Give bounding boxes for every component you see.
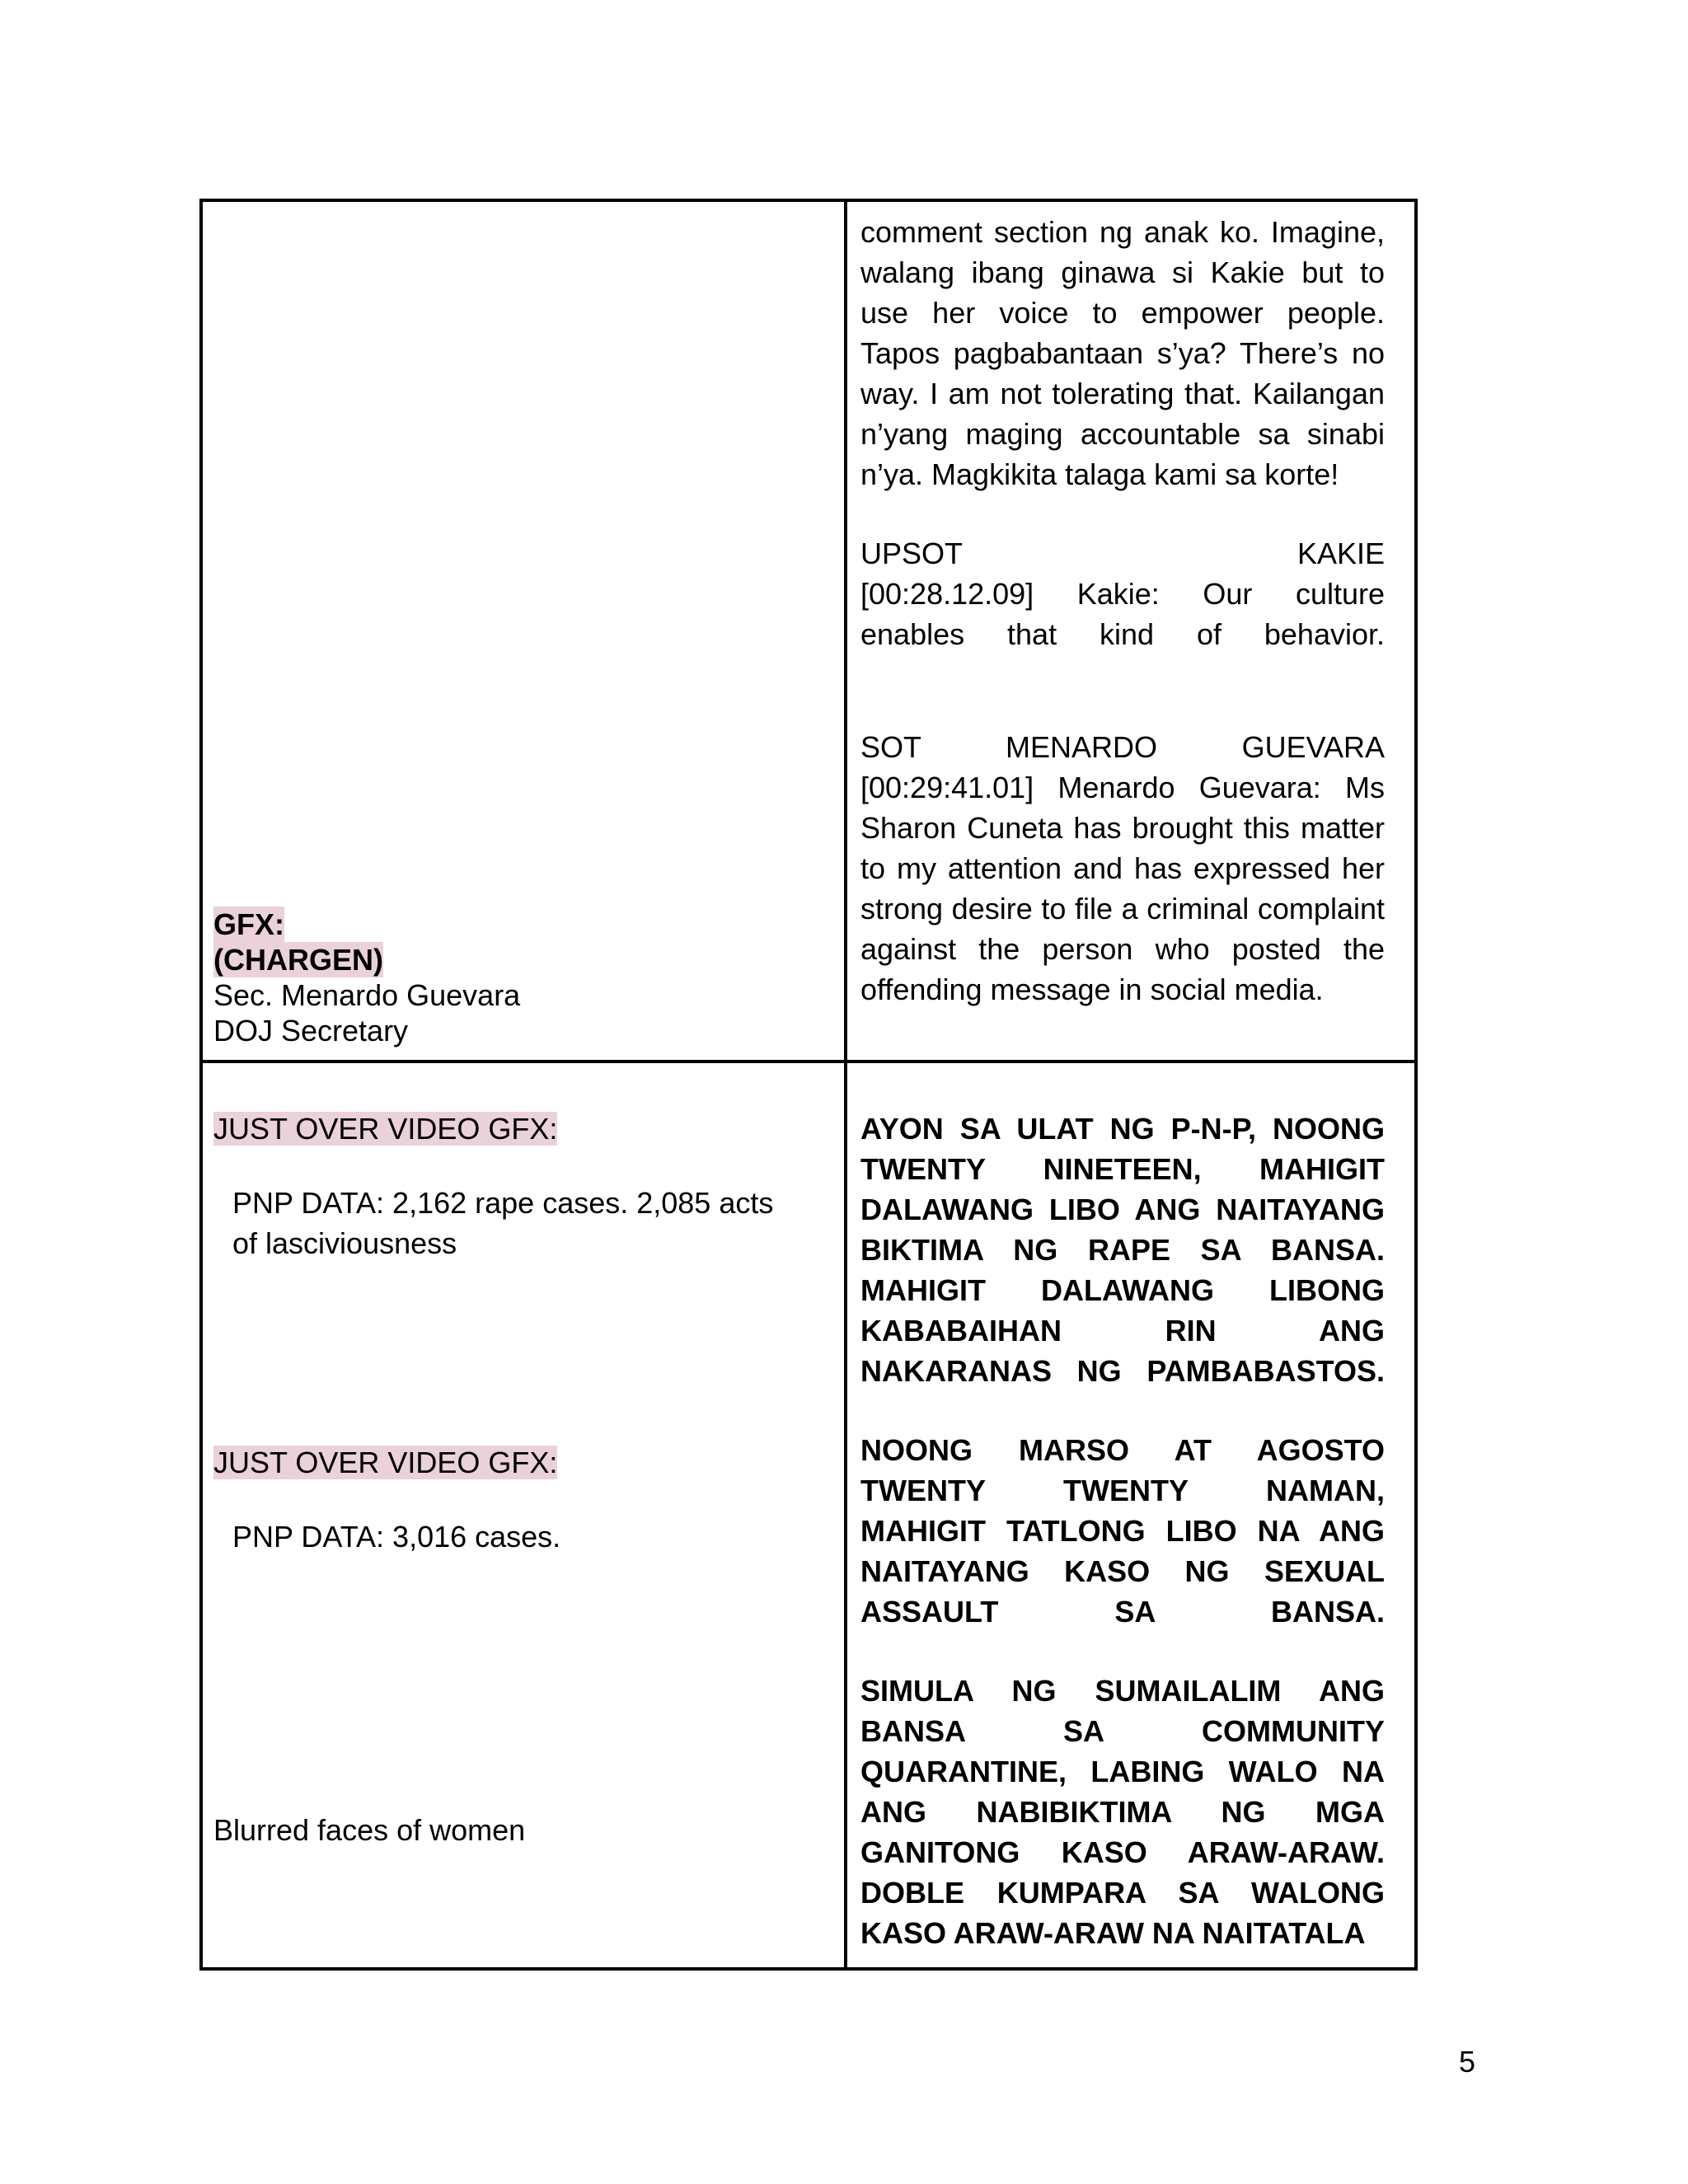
row2-vo-para2 — [860, 1430, 1385, 1632]
vo-line: MAHIGIT TATLONG LIBO NA ANG — [860, 1514, 1385, 1548]
vo-line: NAKARANAS NG PAMBABASTOS. — [860, 1354, 1385, 1388]
column-divider — [844, 199, 847, 1971]
row1-sot — [860, 727, 1385, 1010]
dialogue-line: n’ya. Magkikita talaga kami sa korte! — [860, 457, 1339, 491]
row1-dialogue — [860, 212, 1385, 494]
gfx1-text-line: of lasciviousness — [232, 1226, 457, 1260]
gfx1-label: JUST OVER VIDEO GFX: — [213, 1112, 558, 1146]
vo-line: GANITONG KASO ARAW-ARAW. — [860, 1835, 1385, 1869]
row-divider — [199, 1060, 1418, 1063]
vo-line: KASO ARAW-ARAW NA NAITATALA — [860, 1916, 1366, 1950]
vo-line: SIMULA NG SUMAILALIM ANG — [860, 1674, 1385, 1708]
gfx2-text: PNP DATA: 3,016 cases. — [232, 1520, 561, 1554]
vo-line: ANG NABIBIKTIMA NG MGA — [860, 1795, 1385, 1829]
vo-line: TWENTY TWENTY NAMAN, — [860, 1474, 1385, 1507]
sot-line: offending message in social media. — [860, 972, 1324, 1006]
row2-gfx2-label-wrap — [213, 1442, 807, 1483]
dialogue-line: Tapos pagbabantaan s’ya? There’s no — [860, 336, 1385, 370]
gfx-label: GFX: — [213, 907, 284, 941]
sot-line: to my attention and has expressed her — [860, 851, 1385, 885]
dialogue-line: n’yang maging accountable sa sinabi — [860, 417, 1385, 451]
vo-line: KABABAIHAN RIN ANG — [860, 1314, 1385, 1347]
vo-line: BIKTIMA NG RAPE SA BANSA. — [860, 1233, 1385, 1267]
row2-gfx1-label-wrap — [213, 1108, 807, 1149]
sot-line: against the person who posted the — [860, 932, 1385, 966]
sot-line: SOT MENARDO GUEVARA — [860, 730, 1385, 764]
row1-gfx-chargen — [213, 907, 807, 1048]
vo-line: DALAWANG LIBO ANG NAITAYANG — [860, 1193, 1385, 1226]
upsot-line: UPSOT KAKIE — [860, 537, 1385, 570]
row2-vo-para3 — [860, 1671, 1385, 1953]
vo-line: QUARANTINE, LABING WALO NA — [860, 1755, 1385, 1788]
vo-line: AYON SA ULAT NG P-N-P, NOONG — [860, 1112, 1385, 1146]
row2-vo-para1 — [860, 1108, 1385, 1391]
dialogue-line: use her voice to empower people. — [860, 296, 1385, 330]
chargen-label: (CHARGEN) — [213, 943, 383, 977]
upsot-line: enables that kind of behavior. — [860, 617, 1385, 651]
visual-note: Blurred faces of women — [213, 1813, 526, 1847]
gfx2-label: JUST OVER VIDEO GFX: — [213, 1446, 558, 1479]
sot-line: [00:29:41.01] Menardo Guevara: Ms — [860, 771, 1385, 804]
chargen-name: Sec. Menardo Guevara — [213, 978, 521, 1012]
row2-gfx2-text — [232, 1516, 826, 1557]
vo-line: DOBLE KUMPARA SA WALONG — [860, 1876, 1385, 1910]
vo-line: BANSA SA COMMUNITY — [860, 1714, 1385, 1748]
sot-line: strong desire to file a criminal complaint — [860, 892, 1385, 926]
dialogue-line: walang ibang ginawa si Kakie but to — [860, 255, 1385, 289]
gfx1-text-line: PNP DATA: 2,162 rape cases. 2,085 acts — [232, 1186, 774, 1220]
row2-gfx1-text — [232, 1183, 826, 1263]
vo-line: ASSAULT SA BANSA. — [860, 1595, 1385, 1629]
vo-line: TWENTY NINETEEN, MAHIGIT — [860, 1152, 1385, 1186]
row2-visual-note — [213, 1810, 807, 1850]
row1-upsot — [860, 533, 1385, 654]
dialogue-line: way. I am not tolerating that. Kailangan — [860, 377, 1385, 410]
vo-line: NAITAYANG KASO NG SEXUAL — [860, 1554, 1385, 1588]
vo-line: MAHIGIT DALAWANG LIBONG — [860, 1273, 1385, 1307]
sot-line: Sharon Cuneta has brought this matter — [860, 811, 1385, 845]
vo-line: NOONG MARSO AT AGOSTO — [860, 1433, 1385, 1467]
dialogue-line: comment section ng anak ko. Imagine, — [860, 215, 1385, 249]
upsot-line: [00:28.12.09] Kakie: Our culture — [860, 577, 1385, 611]
chargen-title: DOJ Secretary — [213, 1014, 409, 1047]
page-number: 5 — [1459, 2045, 1476, 2079]
